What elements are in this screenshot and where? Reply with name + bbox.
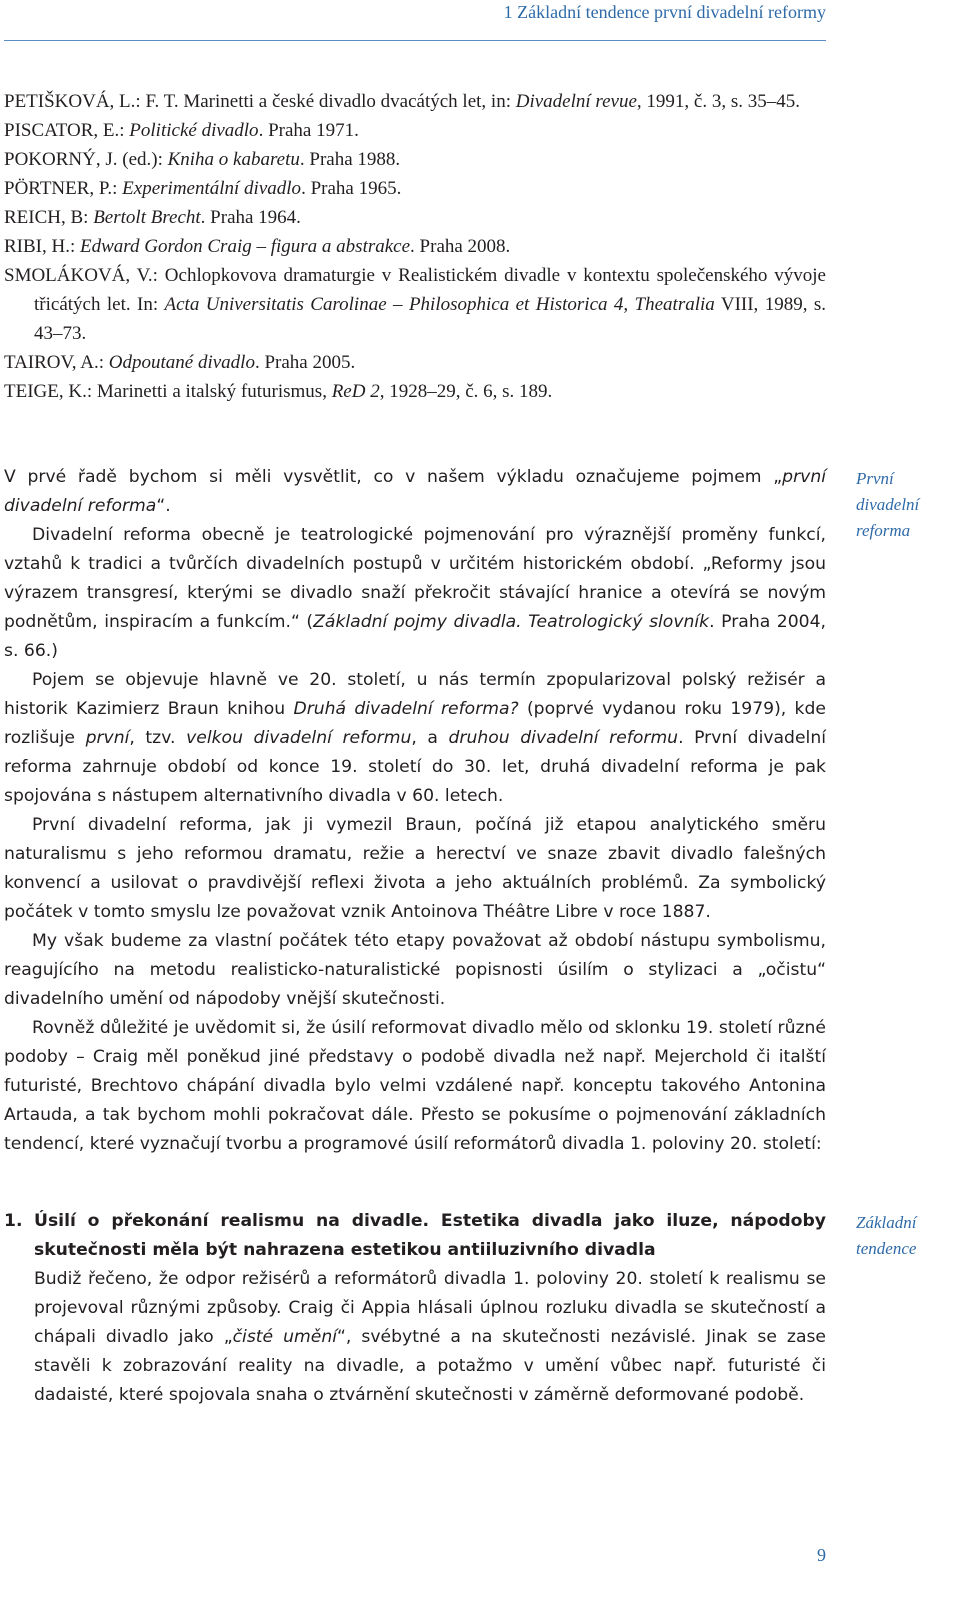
text-run: VIII, 1989, s. 43–73.: [34, 294, 826, 344]
text-run: . Praha 1971.: [258, 120, 359, 141]
text-run: . Praha 2008.: [410, 236, 511, 257]
italic-text: Druhá divadelní reforma?: [293, 699, 519, 719]
text-run: Pojem se objevuje hlavně ve 20. století, u nás termín zpopularizoval polský režisér a historik Kazimierz Braun knihou: [4, 670, 826, 719]
italic-text: druhou divadelní reformu: [448, 728, 679, 748]
italic-text: 2: [370, 381, 380, 402]
text-run: , 1928–29, č. 6, s. 189.: [379, 381, 553, 402]
body-paragraph: [4, 463, 826, 521]
reference-entry: [4, 232, 826, 261]
italic-text: Kniha o kabaretu: [167, 149, 300, 170]
text-run: , a: [411, 728, 449, 748]
bibliography-list: [4, 87, 826, 406]
text-run: F. T. Marinetti a české divadlo dvacátých let, in:: [145, 91, 516, 112]
reference-entry: [4, 203, 826, 232]
text-run: V prvé řadě bychom si měli vysvětlit, co v našem výkladu označujeme pojmem „: [4, 467, 783, 487]
reference-entry: [4, 174, 826, 203]
reference-author: PETIŠKOVÁ, L.:: [4, 91, 146, 112]
italic-text: Bertolt Brecht: [93, 207, 201, 228]
text-run: “.: [156, 496, 171, 516]
list-item-title: Úsilí o překonání realismu na divadle. Estetika divadla jako iluze, nápodoby skutečnosti měla být nahrazena estetikou antiiluzivního divadla: [34, 1211, 826, 1260]
text-run: . Praha 2004, s. 66.): [4, 612, 827, 661]
text-run: “, svébytné a na skutečnosti nezávislé. Jinak se zase stavěli k zobrazování reality na divadle, a potažmo v umění vůbec např. futuristé či dadaisté, které spojovala snaha o ztvárnění skutečnosti v záměrně deformované podobě.: [34, 1327, 827, 1405]
text-run: , 1991, č. 3, s. 35–45.: [636, 91, 800, 112]
reference-entry: [4, 87, 826, 116]
reference-author: TEIGE, K.:: [4, 381, 97, 402]
reference-author: POKORNÝ, J. (ed.):: [4, 149, 168, 170]
running-header: 1 Základní tendence první divadelní reformy: [503, 2, 826, 22]
body-paragraph: [4, 927, 826, 1014]
list-item-text: [34, 1265, 826, 1410]
text-run: Ochlopkovova dramaturgie v Realistickém divadle v kontextu společenského vývoje třicátých let. In:: [34, 265, 826, 315]
text-run: . Praha 2005.: [254, 352, 356, 373]
reference-entry: [4, 145, 826, 174]
reference-author: PÖRTNER, P.:: [4, 178, 123, 199]
italic-text: ReD: [331, 381, 366, 402]
body-paragraph: [4, 666, 826, 811]
italic-text: Odpoutané divadlo: [108, 352, 255, 373]
reference-entry: [4, 377, 826, 406]
reference-author: RIBI, H.:: [4, 236, 80, 257]
italic-text: první: [85, 728, 130, 748]
text-run: Marinetti a italský futurismus,: [96, 381, 332, 402]
italic-text: Základní pojmy divadla. Teatrologický slovník: [313, 612, 710, 632]
text-run: (poprvé vydanou roku 1979), kde rozlišuje: [4, 699, 826, 748]
body-paragraph: [4, 811, 826, 927]
italic-text: čisté umění: [232, 1327, 338, 1347]
reference-author: REICH, B:: [4, 207, 94, 228]
list-item: [34, 1207, 826, 1410]
main-body: [4, 463, 826, 1159]
margin-note-reform: První divadelní reforma: [856, 469, 920, 540]
header-rule: [4, 40, 826, 41]
margin-note-tendencies: Základní tendence: [856, 1213, 917, 1258]
italic-text: Experimentální divadlo: [122, 178, 302, 199]
reference-entry: [4, 261, 826, 348]
reference-entry: [4, 348, 826, 377]
italic-text: Edward Gordon Craig – figura a abstrakce: [80, 236, 411, 257]
italic-text: první divadelní reforma: [4, 467, 826, 516]
italic-text: Acta Universitatis Carolinae – Philosophica et Historica 4, Theatralia: [164, 294, 715, 315]
page-number: 9: [817, 1545, 826, 1565]
text-run: . Praha 1964.: [200, 207, 301, 228]
text-run: . První divadelní reforma zahrnuje období od konce 19. století do 30. let, druhá divadelní reforma je pak spojována s nástupem alternativního divadla v 60. letech.: [4, 728, 826, 806]
text-run: . Praha 1965.: [301, 178, 402, 199]
italic-text: velkou divadelní reformu: [186, 728, 412, 748]
text-run: První divadelní reforma, jak ji vymezil Braun, počíná již etapou analytického směru naturalismu s jeho reformou dramatu, režie a herectví ve snaze zbavit divadlo falešných konvencí a usilovat o pravdivější reflexi života a jeho aktuálních problémů. Za symbolický počátek v tomto smyslu lze považovat vznik Antoinova Théâtre Libre v roce 1887.: [4, 815, 826, 922]
text-run: Rovněž důležité je uvědomit si, že úsilí reformovat divadlo mělo od sklonku 19. století různé podoby – Craig měl poněkud jiné představy o podobě divadla než např. Mejerchold či italští futuristé, Brechtovo chápání divadla bylo velmi vzdálené např. konceptu takového Antonina Artauda, a tak bychom mohli pokračovat dále. Přesto se pokusíme o pojmenování základních tendencí, které vyznačují tvorbu a programové úsilí reformátorů divadla 1. poloviny 20. století:: [4, 1018, 826, 1154]
text-run: My však budeme za vlastní počátek této etapy považovat až období nástupu symbolismu, reagujícího na metodu realisticko-naturalistické popisnosti úsilím o stylizaci a „očistu“ divadelního umění od nápodoby vnější skutečnosti.: [4, 931, 826, 1009]
italic-text: Politické divadlo: [129, 120, 259, 141]
italic-text: Divadelní revue: [515, 91, 637, 112]
body-paragraph: [4, 521, 826, 666]
tendency-list: [4, 1207, 826, 1410]
text-run: , tzv.: [129, 728, 187, 748]
text-run: . Praha 1988.: [299, 149, 401, 170]
text-run: Divadelní reforma obecně je teatrologické pojmenování pro výraznější proměny funkcí, vztahů k tradici a tvůrčích divadelních postupů v určitém historickém období. „Reformy jsou výrazem transgresí, kterými se divadlo snaží překročit stávající hranice a otevírá se novým podnětům, inspiracím a funkcím.“ (: [4, 525, 826, 632]
reference-author: SMOLÁKOVÁ, V.:: [4, 265, 165, 286]
body-paragraph: [4, 1014, 826, 1159]
reference-author: TAIROV, A.:: [4, 352, 109, 373]
text-run: Budiž řečeno, že odpor režisérů a reformátorů divadla 1. poloviny 20. století k realismu se projevoval různými způsoby. Craig či Appia hlásali úplnou rozluku divadla se skutečností a chápali divadlo jako „: [34, 1269, 826, 1347]
reference-author: PISCATOR, E.:: [4, 120, 130, 141]
reference-entry: [4, 116, 826, 145]
list-number: 1.: [4, 1211, 23, 1231]
